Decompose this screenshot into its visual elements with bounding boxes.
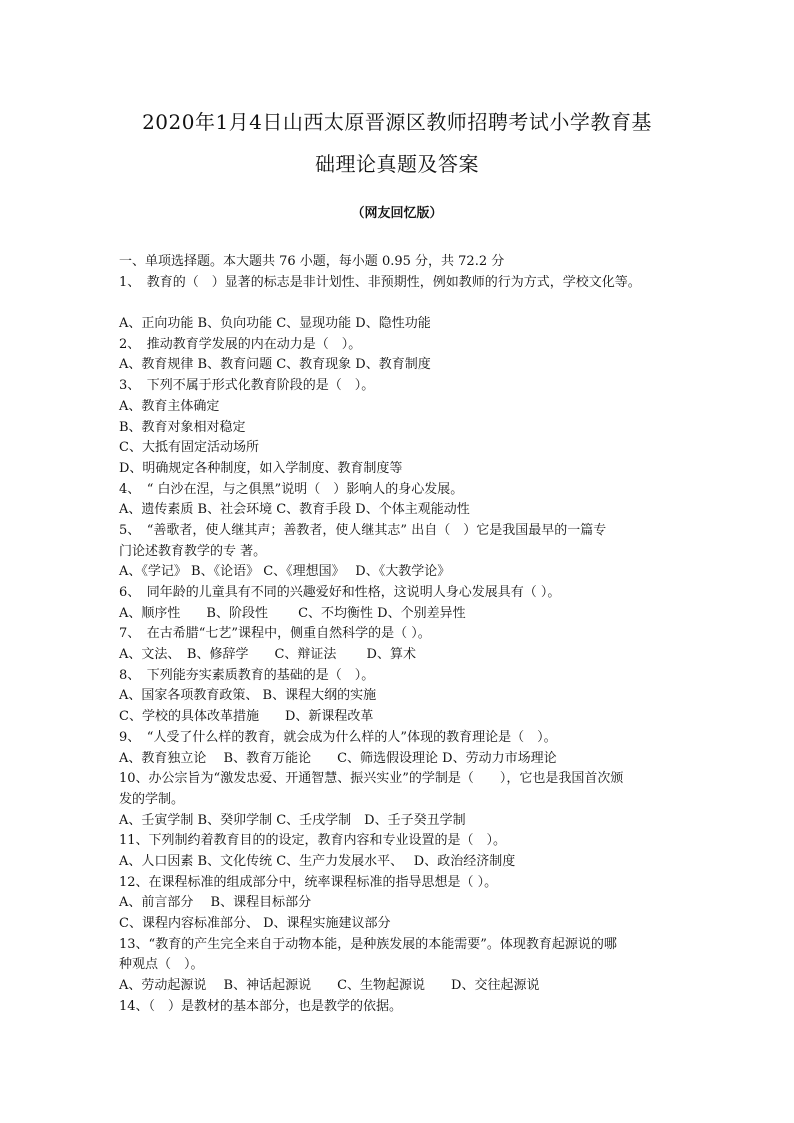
text-line: 8、 下列能夯实素质教育的基础的是（ ）。 [119,667,375,683]
text-line: 1、 教育的（ ）显著的标志是非计划性、非预期性，例如教师的行为方式，学校文化等。 [119,274,641,290]
text-line: A、教育规律 B、教育问题 C、教育现象 D、教育制度 [119,357,431,373]
text-line: 2、 推动教育学发展的内在动力是（ ）。 [119,336,362,352]
text-line: 10、办公宗旨为“激发忠爱、开通智慧、振兴实业”的学制是（ ），它也是我国首次颁 [119,771,624,787]
document-subtitle: （网友回忆版） [351,206,443,221]
question-body [119,252,689,1017]
text-line: 3、 下列不属于形式化教育阶段的是（ ）。 [119,378,375,394]
document-title-line-1: 2020年1月4日山西太原晋源区教师招聘考试小学教育基 [142,110,652,134]
text-line: 13、“教育的产生完全来自于动物本能，是种族发展的本能需要”。体现教育起源说的哪 [119,936,617,952]
text-line: 14、（ ）是教材的基本部分，也是教学的依据。 [119,998,403,1014]
text-line: A、教育主体确定 [119,398,220,414]
text-line: 7、 在古希腊“七艺”课程中，侧重自然科学的是（ ）。 [119,626,431,642]
text-line: 5、 “善歌者，使人继其声；善教者，使人继其志” 出自（ ）它是我国最早的一篇专 [119,522,607,538]
text-line: 9、 “人受了什么样的教育，就会成为什么样的人”体现的教育理论是（ ）。 [119,729,557,745]
text-line: 11、下列制约着教育目的的设定，教育内容和专业设置的是（ ）。 [119,833,507,849]
text-line: A、人口因素 B、文化传统 C、生产力发展水平、 D、政治经济制度 [119,853,516,869]
text-line: A、遗传素质 B、社会环境 C、教育手段 D、个体主观能动性 [119,502,470,518]
text-line: B、教育对象相对稳定 [119,419,246,435]
text-line: C、课程内容标准部分、 D、课程实施建议部分 [119,916,391,931]
section-heading: 一、单项选择题。本大题共 76 小题，每小题 0.95 分，共 72.2 分 [119,254,505,269]
document-title-line-2: 础理论真题及答案 [315,152,479,176]
question-lines [119,273,689,1018]
text-line: A、国家各项教育政策、 B、课程大纲的实施 [119,688,377,704]
text-line: 种观点（ ）。 [119,957,204,973]
text-line: 12、在课程标准的组成部分中，统率课程标准的指导思想是（ ）。 [119,874,498,890]
text-line: A、文法、 B、修辞学 C、辩证法 D、算术 [119,647,416,663]
text-line: 门论述教育教学的专 著。 [119,543,267,559]
text-line: A、壬寅学制 B、癸卯学制 C、壬戌学制 D、壬子癸丑学制 [119,812,466,828]
text-line: C、大抵有固定活动场所 [119,440,259,456]
text-line: A、劳动起源说 B、神话起源说 C、生物起源说 D、交往起源说 [119,978,540,994]
text-line: A、前言部分 B、课程目标部分 [119,895,312,911]
blank-line [119,293,689,314]
text-line: 发的学制。 [119,791,185,807]
text-line: C、学校的具体改革措施 D、新课程改革 [119,709,374,725]
text-line: A、正向功能 B、负向功能 C、显现功能 D、隐性功能 [119,316,431,332]
text-line: D、明确规定各种制度，如入学制度、教育制度等 [119,460,403,476]
text-line: A、教育独立论 B、教育万能论 C、筛选假设理论 D、劳动力市场理论 [119,750,557,766]
text-line: A、《学记》 B、《论语》 C、《理想国》 D、《大教学论》 [119,564,451,580]
text-line: 4、 “ 白沙在涅，与之俱黑”说明（ ）影响人的身心发展。 [119,481,464,497]
text-line: A、顺序性 B、阶段性 C、不均衡性 D、个别差异性 [119,605,466,621]
text-line: 6、 同年龄的儿童具有不同的兴趣爱好和性格，这说明人身心发展具有（ ）。 [119,585,561,600]
